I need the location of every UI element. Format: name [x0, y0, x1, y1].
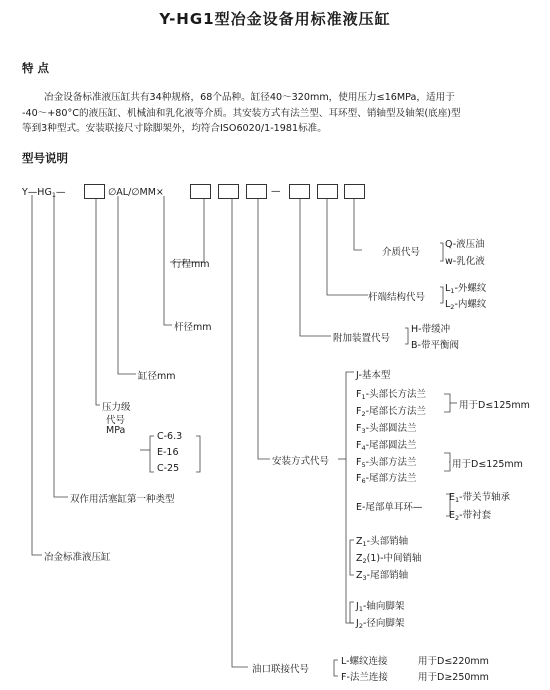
bracket-feet: [350, 602, 354, 623]
flange-note-1: 用于D≤125mm: [459, 400, 530, 411]
mounting-j: J-基本型: [356, 370, 391, 381]
e-option-2: $E_2-$带衬套: [449, 510, 492, 522]
pressure-title-1: 压力级: [102, 402, 131, 413]
features-heading: 特 点: [22, 61, 50, 75]
port-label: 油口联接代号: [252, 664, 310, 675]
double-acting-label: 双作用活塞缸第一种类型: [70, 494, 175, 505]
code-box-accessory: [289, 184, 310, 199]
bracket-port: [334, 660, 338, 676]
bracket-medium: [440, 243, 443, 261]
rod-end-option-2: $L_2-$内螺纹: [445, 299, 487, 311]
rod-label: 杆径mm: [174, 322, 212, 333]
flange-f5: $F_5-$头部方法兰: [356, 457, 417, 469]
bracket-pressure: [150, 436, 154, 472]
model-dash: —: [271, 186, 281, 197]
flange-f1: $F_1-$头部长方法兰: [356, 389, 427, 401]
mounting-label: 安装方式代号: [272, 456, 330, 467]
pin-z2: $Z_2(1)-$中间销轴: [356, 553, 422, 565]
bracket-accessory: [405, 328, 408, 344]
line-port: [232, 195, 248, 667]
accessory-option-b: B-带平衡阀: [411, 340, 459, 351]
medium-label: 介质代号: [382, 247, 421, 258]
medium-option-q: Q-液压油: [445, 239, 485, 250]
prefix-sub: 1: [51, 191, 56, 199]
line-pressure: [96, 195, 100, 405]
line-rod-end: [327, 195, 368, 295]
pressure-title-2: 代号: [106, 415, 126, 426]
bracket-pins: [350, 540, 354, 575]
pressure-option-1: C-6.3: [157, 431, 183, 442]
foot-j2: $J_2-$径向脚架: [356, 618, 405, 630]
flange-f6: $F_6-$尾部方法兰: [356, 473, 417, 485]
foot-j1: $J_1-$轴向脚架: [356, 601, 405, 613]
line-mounting: [258, 195, 270, 459]
model-dims: ∅AL/∅MM×: [108, 187, 164, 198]
line-medium: [354, 195, 362, 250]
features-line-1: 冶金设备标准液压缸共有34种规格，68个品种。缸径40～320mm，使用压力≤16MPa，适用于: [44, 92, 455, 103]
accessory-label: 附加装置代号: [333, 333, 391, 344]
code-box-pressure: [84, 184, 105, 199]
rod-end-label: 杆端结构代号: [368, 292, 426, 303]
mounting-e: E-尾部单耳环—: [356, 502, 423, 513]
port-note-l: 用于D≤220mm: [418, 656, 489, 667]
line-standard: [32, 195, 42, 555]
pin-z1: $Z_1-$头部销轴: [356, 536, 409, 548]
code-box-rod-end: [317, 184, 338, 199]
model-prefix: [22, 187, 65, 198]
bore-label: 缸径mm: [138, 371, 176, 382]
pressure-option-2: E-16: [157, 447, 179, 458]
code-box-mounting: [246, 184, 267, 199]
pressure-option-3: C-25: [157, 463, 180, 474]
model-heading: 型号说明: [22, 151, 68, 165]
features-line-3: 等到3种型式。安装联接尺寸除脚架外，均符合ISO6020/1-1981标准。: [22, 123, 327, 134]
line-bore: [118, 196, 136, 374]
flange-f2: $F_2-$尾部长方法兰: [356, 406, 427, 418]
prefix-text: Y—HG: [22, 187, 52, 198]
port-note-f: 用于D≥250mm: [418, 672, 489, 683]
bracket-rod-end: [440, 287, 443, 303]
bracket-flange-1: [444, 394, 450, 412]
flange-note-2: 用于D≤125mm: [452, 459, 523, 470]
line-stroke: [170, 195, 204, 262]
code-box-stroke: [190, 184, 211, 199]
medium-option-w: w-乳化液: [445, 256, 485, 267]
port-option-l: L-螺纹连接: [341, 656, 388, 667]
line-accessory: [300, 195, 331, 336]
rod-end-option-1: $L_1-$外螺纹: [445, 283, 487, 295]
line-double-acting: [54, 195, 68, 497]
code-box-port: [218, 184, 239, 199]
stroke-label: 行程mm: [172, 259, 210, 270]
code-box-medium: [344, 184, 365, 199]
prefix-dash: —: [55, 187, 66, 198]
pin-z3: $Z_3-$尾部销轴: [356, 570, 409, 582]
features-line-2: -40～+80°C的液压缸、机械油和乳化液等介质。其安装方式有法兰型、耳环型、销轴型及轴架(底座)型: [22, 107, 461, 119]
bracket-mounting: [346, 372, 354, 623]
accessory-option-h: H-带缓冲: [411, 324, 451, 335]
bracket-pressure-right: [196, 436, 200, 472]
page-title: Y-HG1型冶金设备用标准液压缸: [159, 10, 391, 28]
e-option-1: $E_1-$带关节轴承: [449, 492, 511, 504]
flange-f3: $F_3-$头部圆法兰: [356, 423, 417, 435]
pressure-title-3: MPa: [106, 425, 126, 436]
flange-f4: $F_4-$尾部圆法兰: [356, 440, 417, 452]
standard-label: 冶金标准液压缸: [44, 552, 111, 563]
port-option-f: F-法兰连接: [341, 672, 388, 683]
line-rod: [164, 196, 172, 325]
